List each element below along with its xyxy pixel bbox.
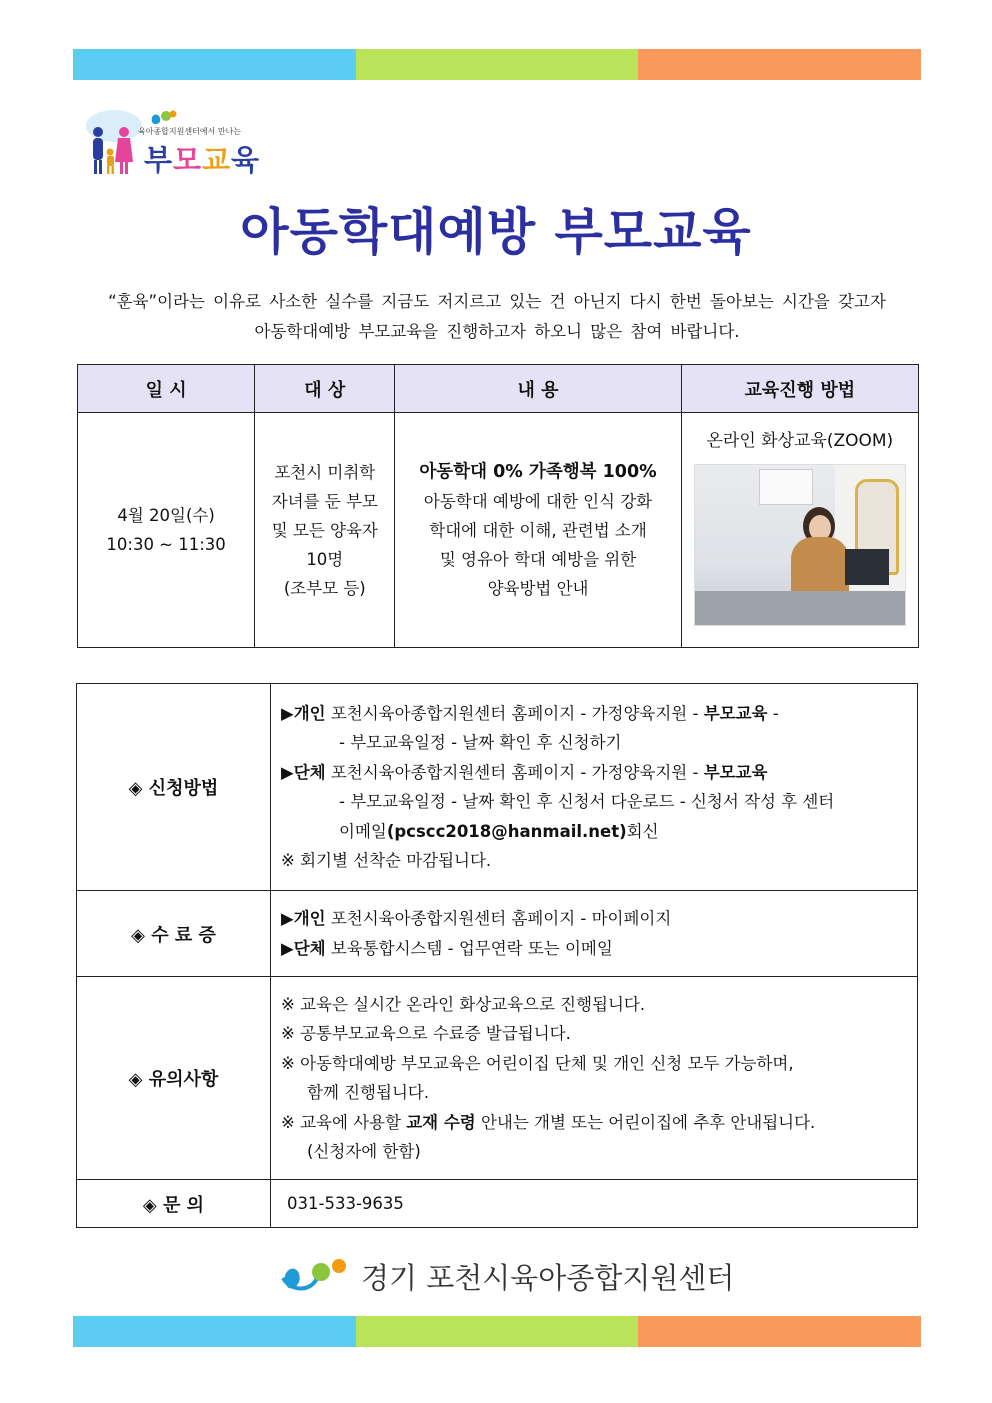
target-line: 및 모든 양육자	[271, 520, 378, 540]
certificate-row	[77, 891, 918, 977]
intro-paragraph	[76, 287, 918, 347]
note-item: ※ 교육은 실시간 온라인 화상교육으로 진행됩니다.	[281, 994, 646, 1014]
logo-subtitle: 육아종합지원센터에서 만나는	[138, 127, 242, 136]
footer-center-logo	[277, 1248, 737, 1298]
schedule-row	[78, 413, 919, 648]
content-line: 아동학대 예방에 대한 인식 강화	[423, 491, 653, 511]
content-headline: 아동학대 0% 가족행복 100%	[419, 461, 657, 482]
apply-personal: ▶개인 포천시육아종합지원센터 홈페이지 - 가정양육지원 - 부모교육 -	[281, 703, 779, 723]
cert-group: ▶단체 보육통합시스템 - 업무연락 또는 이메일	[281, 938, 613, 958]
header-date: 일 시	[78, 365, 255, 413]
note-item: ※ 교육에 사용할 교재 수령 안내는 개별 또는 어린이집에 추후 안내됩니다.	[281, 1112, 816, 1132]
date-cell	[78, 413, 255, 648]
top-color-stripe	[73, 49, 921, 80]
intro-line-1: “훈육”이라는 이유로 사소한 실수를 지금도 저지르고 있는 건 아닌지 다시 한번 돌아보는 시간을 갖고자	[108, 292, 886, 311]
contact-row	[77, 1180, 918, 1228]
date-day: 4월 20일(수)	[117, 506, 215, 525]
footer-org-name: 경기 포천시육아종합지원센터	[361, 1261, 735, 1295]
apply-deadline: ※ 회기별 선착순 마감됩니다.	[281, 851, 492, 870]
content-cell	[395, 413, 681, 648]
note-item: 함께 진행됩니다.	[307, 1083, 430, 1102]
contact-phone: 031-533-9635	[271, 1180, 918, 1228]
info-table	[76, 683, 918, 1228]
header-target: 대 상	[255, 365, 395, 413]
target-line: 자녀를 둔 부모	[271, 491, 378, 511]
content-line: 학대에 대한 이해, 관련법 소개	[429, 520, 647, 540]
apply-row	[77, 684, 918, 891]
content-line: 양육방법 안내	[487, 578, 589, 598]
cert-personal: ▶개인 포천시육아종합지원센터 홈페이지 - 마이페이지	[281, 909, 672, 928]
parent-education-logo	[84, 106, 284, 178]
apply-label: ◈ 신청방법	[77, 684, 271, 891]
intro-line-2: 아동학대예방 부모교육을 진행하고자 하오니 많은 참여 바랍니다.	[254, 322, 740, 341]
method-text: 온라인 화상교육(ZOOM)	[706, 431, 894, 451]
header-method: 교육진행 방법	[681, 365, 918, 413]
apply-personal-line2: - 부모교육일정 - 날짜 확인 후 신청하기	[339, 733, 622, 752]
note-item: (신청자에 한함)	[307, 1142, 421, 1161]
method-cell	[681, 413, 918, 648]
notes-row	[77, 977, 918, 1180]
header-content: 내 용	[395, 365, 681, 413]
apply-group: ▶단체 포천시육아종합지원센터 홈페이지 - 가정양육지원 - 부모교육	[281, 762, 768, 782]
online-class-photo	[694, 464, 906, 626]
notes-content	[271, 977, 918, 1180]
bottom-color-stripe	[73, 1316, 921, 1347]
certificate-label: ◈ 수 료 증	[77, 891, 271, 977]
target-line: 10명	[306, 549, 344, 569]
date-time: 10:30 ~ 11:30	[106, 535, 226, 554]
family-illustration-icon	[84, 106, 144, 178]
logo-wordmark: 부모교육	[144, 143, 261, 177]
target-cell	[255, 413, 395, 648]
note-item: ※ 아동학대예방 부모교육은 어린이집 단체 및 개인 신청 모두 가능하며,	[281, 1053, 794, 1073]
certificate-content	[271, 891, 918, 977]
apply-content	[271, 684, 918, 891]
schedule-table	[77, 364, 919, 648]
contact-email: (pcscc2018@hanmail.net)	[386, 821, 627, 841]
apply-group-line3: 이메일(pcscc2018@hanmail.net)회신	[339, 821, 659, 841]
content-line: 및 영유아 학대 예방을 위한	[439, 549, 637, 569]
page-title: 아동학대예방 부모교육	[240, 203, 752, 261]
notes-label: ◈ 유의사항	[77, 977, 271, 1180]
center-logo-mark-icon	[277, 1248, 357, 1298]
target-line: 포천시 미취학	[274, 462, 376, 482]
apply-group-line2: - 부모교육일정 - 날짜 확인 후 신청서 다운로드 - 신청서 작성 후 센터	[339, 792, 835, 811]
target-line: (조부모 등)	[283, 578, 366, 598]
contact-label: ◈ 문 의	[77, 1180, 271, 1228]
schedule-header-row	[78, 365, 919, 413]
note-item: ※ 공통부모교육으로 수료증 발급됩니다.	[281, 1024, 571, 1043]
